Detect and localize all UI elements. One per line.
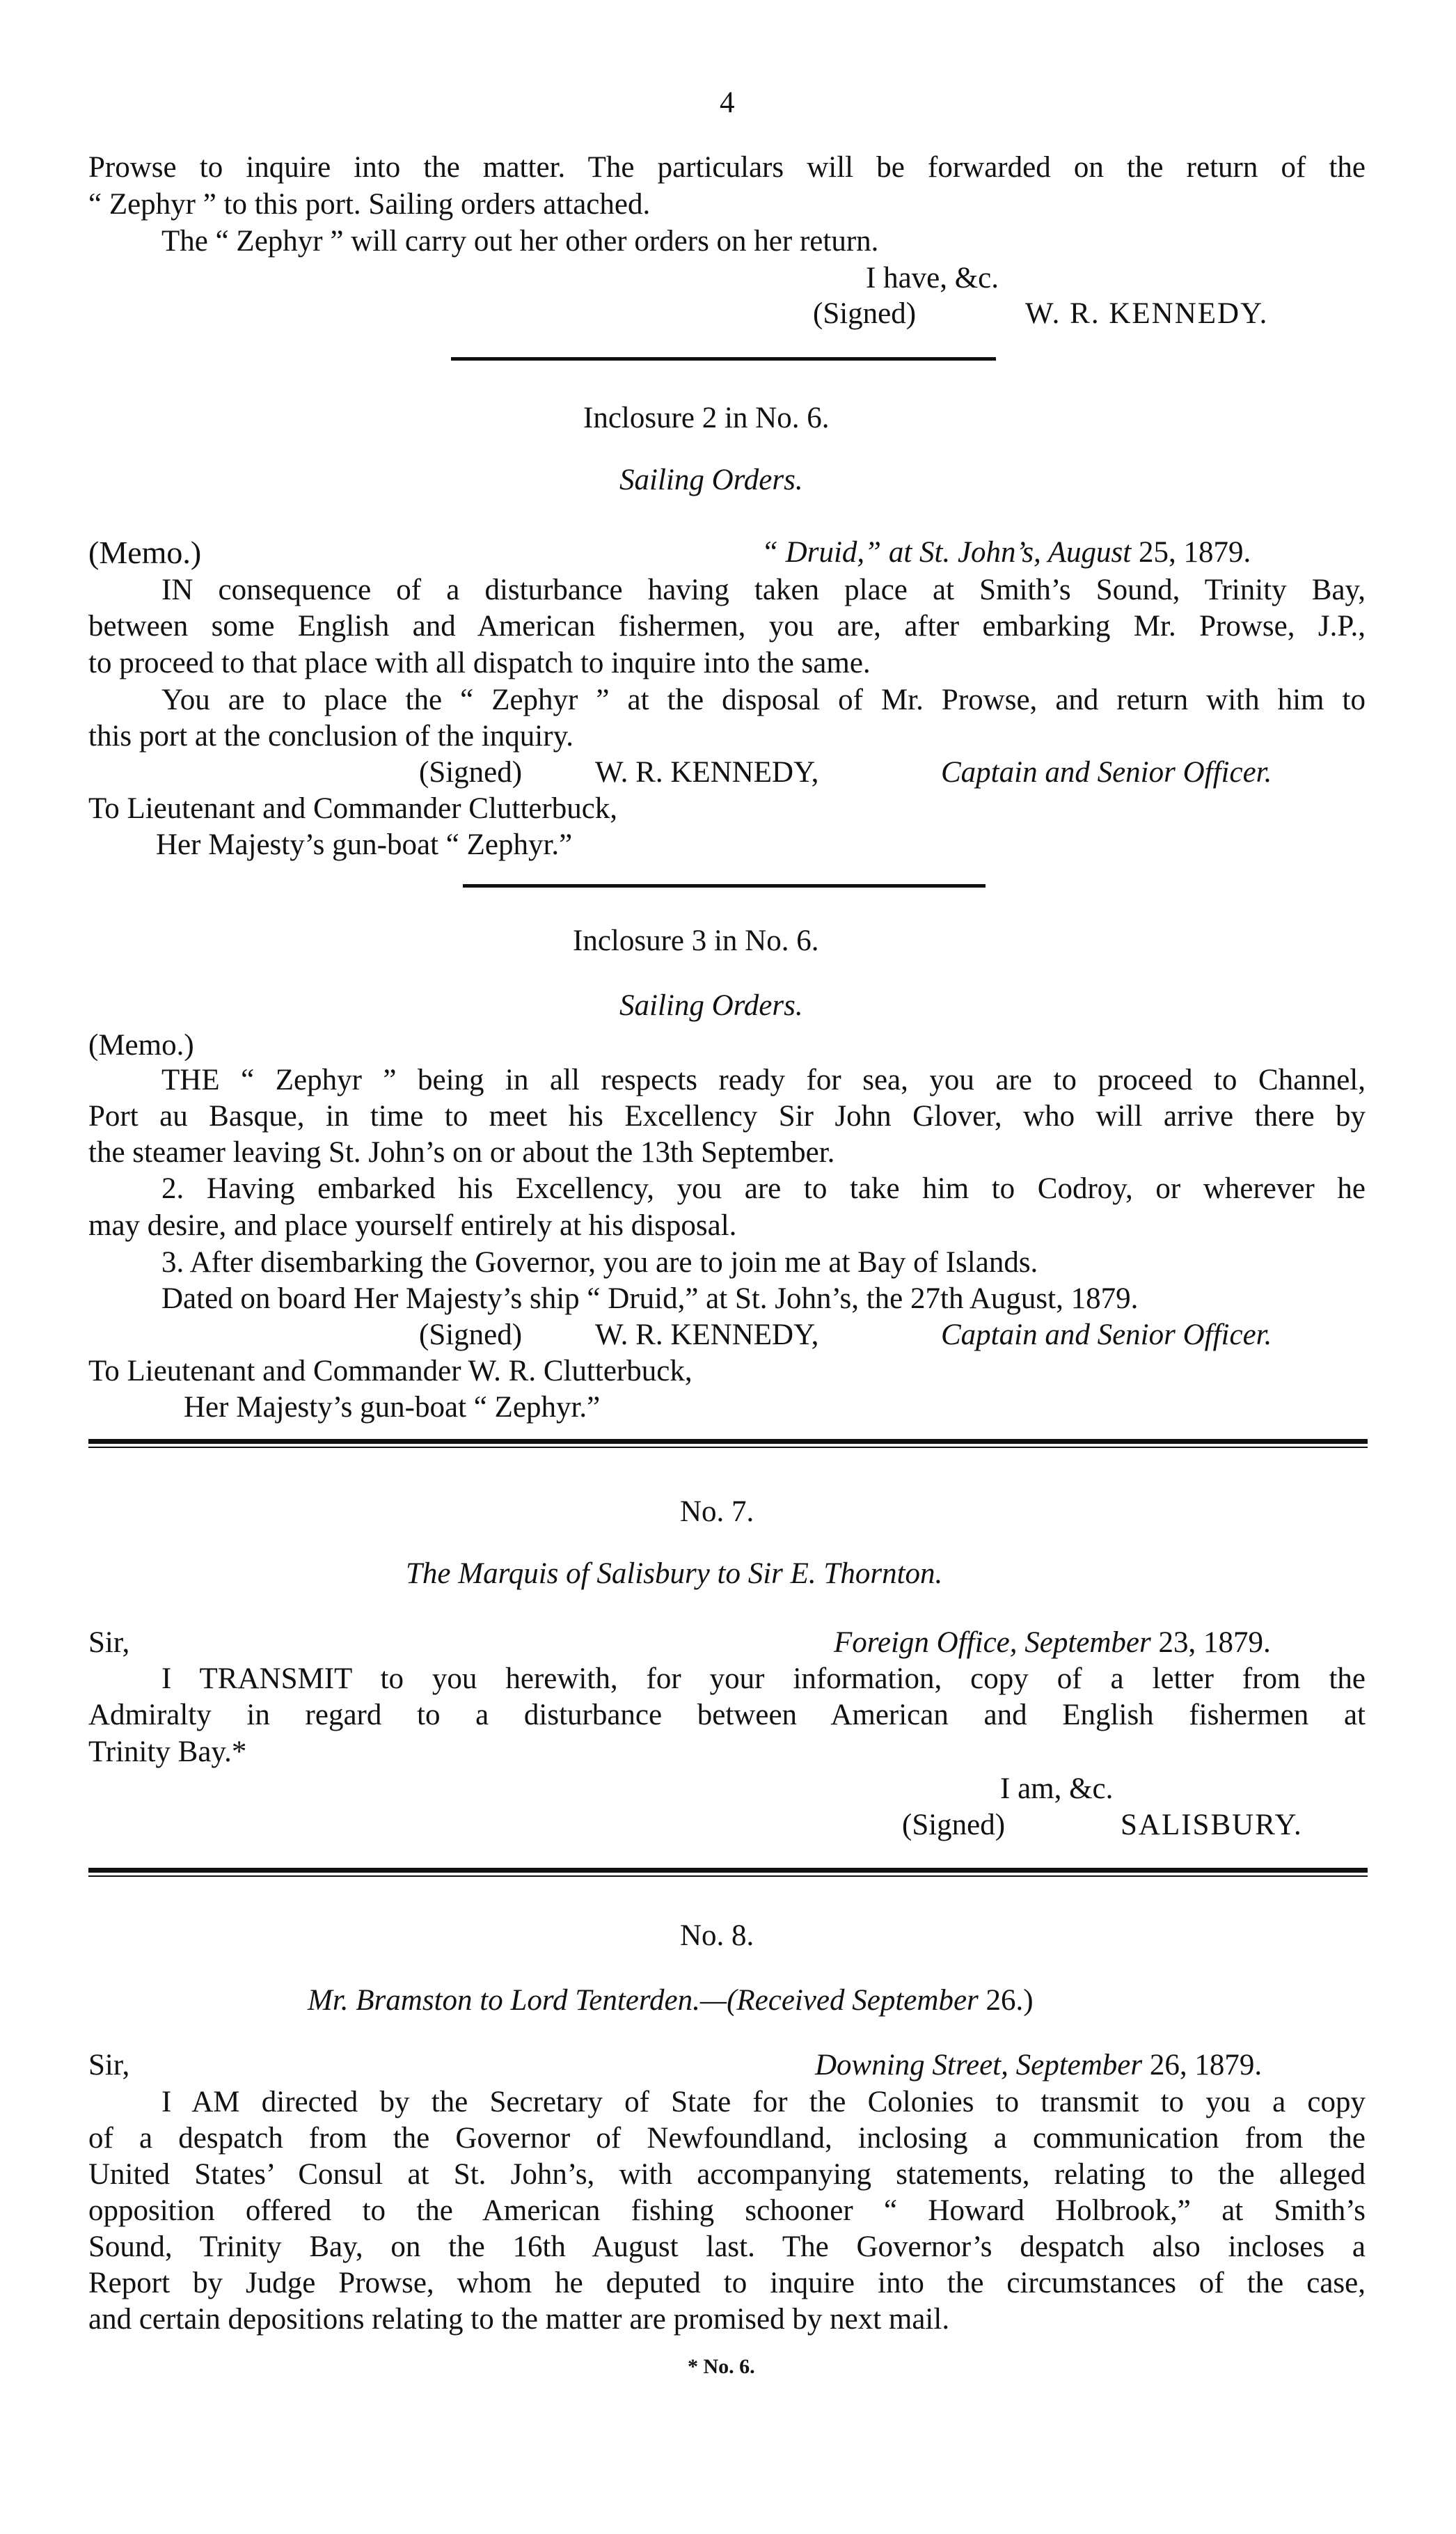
body-line: 3. After disembarking the Governor, you are to join me at Bay of Islands.	[161, 1246, 1038, 1279]
section-rule-double	[88, 1875, 1368, 1877]
section-subheading-italic: Mr. Bramston to Lord Tenterden.—(Received September	[308, 1984, 979, 2017]
signatory: SALISBURY.	[1121, 1809, 1303, 1841]
salutation: Sir,	[88, 1626, 130, 1659]
place-date-roman: 25, 1879.	[1138, 536, 1251, 569]
footnote: * No. 6.	[688, 2355, 755, 2378]
body-line: the steamer leaving St. John’s on or about the 13th September.	[88, 1136, 835, 1169]
section-subheading: Sailing Orders.	[619, 989, 803, 1022]
signatory: W. R. KENNEDY.	[1025, 297, 1269, 330]
signed-label: (Signed)	[902, 1809, 1006, 1841]
section-subheading: The Marquis of Salisbury to Sir E. Thornton.	[406, 1557, 943, 1590]
section-heading: No. 7.	[680, 1495, 754, 1528]
body-line: may desire, and place yourself entirely at his disposal.	[88, 1209, 737, 1242]
signed-label: (Signed)	[419, 1319, 523, 1351]
salutation: Sir,	[88, 2049, 130, 2082]
place-date-italic: Downing Street, September	[815, 2049, 1143, 2082]
place-date-roman: 26, 1879.	[1149, 2049, 1263, 2082]
section-rule-double	[88, 1439, 1368, 1444]
addressee-line: Her Majesty’s gun-boat “ Zephyr.”	[156, 828, 573, 861]
signatory: W. R. KENNEDY,	[595, 756, 819, 789]
memo-label: (Memo.)	[88, 535, 202, 570]
closing: I have, &c.	[866, 262, 999, 294]
body-line: Trinity Bay.*	[88, 1736, 247, 1768]
addressee-line: Her Majesty’s gun-boat “ Zephyr.”	[184, 1391, 601, 1424]
section-heading: Inclosure 2 in No. 6.	[583, 402, 830, 434]
section-rule	[451, 357, 996, 361]
signed-label: (Signed)	[419, 756, 523, 789]
place-date	[834, 1626, 1271, 1660]
section-rule-double	[88, 1868, 1368, 1873]
closing: I am, &c.	[1000, 1772, 1114, 1805]
place-date	[761, 536, 1251, 569]
place-date-roman: 23, 1879.	[1158, 1626, 1271, 1659]
addressee-line: To Lieutenant and Commander Clutterbuck,	[88, 792, 618, 825]
body-line: THE “ Zephyr ” being in all respects ready for sea, you are to proceed to Channel,	[161, 1064, 1366, 1096]
body-line: between some English and American fishermen, you are, after embarking Mr. Prowse, J.P.,	[88, 610, 1366, 643]
section-subheading-roman: 26.)	[986, 1984, 1034, 2017]
place-date-italic: “ Druid,” at St. John’s, August	[761, 536, 1132, 569]
body-line: of a despatch from the Governor of Newfoundland, inclosing a communication from the	[88, 2122, 1366, 2155]
section-subheading: Sailing Orders.	[619, 464, 803, 496]
body-line: You are to place the “ Zephyr ” at the disposal of Mr. Prowse, and return with him to	[161, 684, 1366, 716]
body-line: “ Zephyr ” to this port. Sailing orders attached.	[88, 188, 651, 221]
body-line: Prowse to inquire into the matter. The particulars will be forwarded on the return of the	[88, 151, 1366, 184]
section-heading: Inclosure 3 in No. 6.	[573, 924, 819, 957]
body-line: The “ Zephyr ” will carry out her other orders on her return.	[161, 225, 879, 258]
signed-label: (Signed)	[813, 297, 917, 330]
page-number: 4	[720, 86, 735, 119]
body-line: to proceed to that place with all dispatch to inquire into the same.	[88, 647, 871, 679]
body-line: this port at the conclusion of the inquiry.	[88, 720, 574, 753]
body-line: United States’ Consul at St. John’s, with accompanying statements, relating to the alleged	[88, 2158, 1366, 2191]
section-heading: No. 8.	[680, 1919, 754, 1952]
body-line: Report by Judge Prowse, whom he deputed to inquire into the circumstances of the case,	[88, 2267, 1366, 2299]
section-rule	[463, 884, 986, 888]
section-rule-double	[88, 1447, 1368, 1448]
body-line: IN consequence of a disturbance having taken place at Smith’s Sound, Trinity Bay,	[161, 574, 1366, 606]
body-line: I AM directed by the Secretary of State for the Colonies to transmit to you a copy	[161, 2086, 1366, 2118]
section-subheading	[308, 1984, 1034, 2017]
body-line: opposition offered to the American fishing schooner “ Howard Holbrook,” at Smith’s	[88, 2194, 1366, 2227]
signatory-title: Captain and Senior Officer.	[941, 756, 1272, 789]
body-line: Admiralty in regard to a disturbance between American and English fishermen at	[88, 1699, 1366, 1731]
body-line: 2. Having embarked his Excellency, you are to take him to Codroy, or wherever he	[161, 1172, 1366, 1205]
body-line: I TRANSMIT to you herewith, for your information, copy of a letter from the	[161, 1662, 1366, 1695]
signatory: W. R. KENNEDY,	[595, 1319, 819, 1351]
signatory-title: Captain and Senior Officer.	[941, 1319, 1272, 1351]
body-line: Sound, Trinity Bay, on the 16th August last. The Governor’s despatch also incloses a	[88, 2230, 1366, 2263]
place-date	[815, 2049, 1262, 2082]
memo-label: (Memo.)	[88, 1029, 194, 1062]
body-line: Port au Basque, in time to meet his Excellency Sir John Glover, who will arrive there by	[88, 1100, 1366, 1133]
body-line: and certain depositions relating to the matter are promised by next mail.	[88, 2303, 950, 2336]
place-date-italic: Foreign Office, September	[834, 1626, 1151, 1659]
addressee-line: To Lieutenant and Commander W. R. Clutterbuck,	[88, 1355, 693, 1387]
body-line: Dated on board Her Majesty’s ship “ Druid,” at St. John’s, the 27th August, 1879.	[161, 1282, 1139, 1315]
